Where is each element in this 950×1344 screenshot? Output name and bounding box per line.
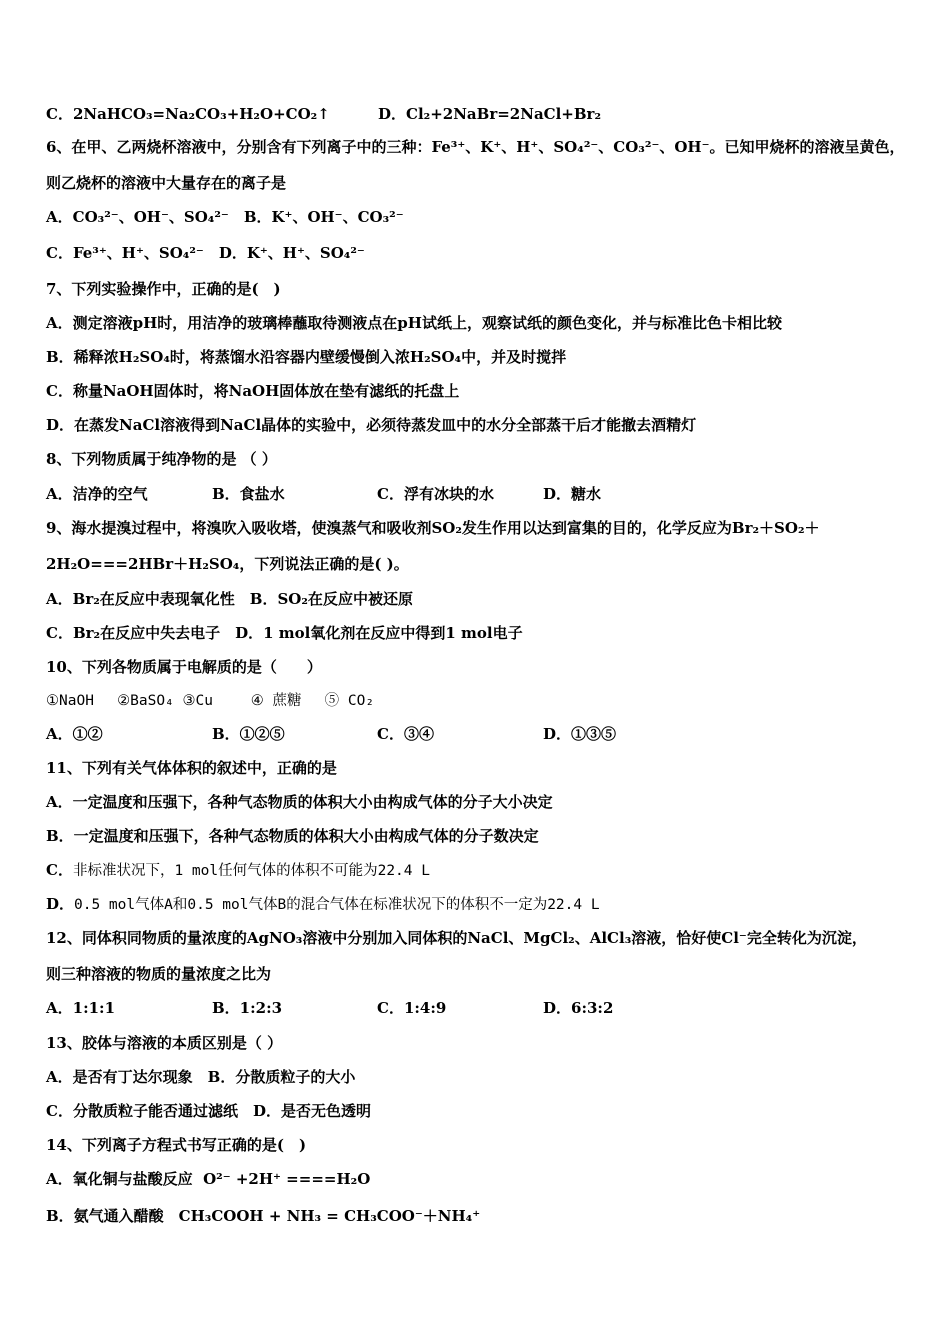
q8-option-c: C．浮有冰块的水: [377, 485, 494, 503]
q14-stem: 14、下列离子方程式书写正确的是( ): [46, 1136, 307, 1154]
q14-option-a: A．氧化铜与盐酸反应 O²⁻ +2H⁺ ====H₂O: [46, 1170, 371, 1188]
q9-options-ab: A．Br₂在反应中表现氧化性 B．SO₂在反应中被还原: [46, 590, 413, 608]
q12-option-a: A．1:1:1: [46, 999, 116, 1017]
q11-stem: 11、下列有关气体体积的叙述中，正确的是: [46, 759, 337, 777]
q7-option-c: C．称量NaOH固体时，将NaOH固体放在垫有滤纸的托盘上: [46, 382, 460, 400]
q9-stem-line1: 9、海水提溴过程中，将溴吹入吸收塔，使溴蒸气和吸收剂SO₂发生作用以达到富集的目的，化学反应为Br₂＋SO₂＋: [46, 519, 820, 537]
q6-options-ab: A．CO₃²⁻、OH⁻、SO₄²⁻ B．K⁺、OH⁻、CO₃²⁻: [46, 208, 404, 226]
q6-stem-line1: 6、在甲、乙两烧杯溶液中，分别含有下列离子中的三种：Fe³⁺、K⁺、H⁺、SO₄²⁻、CO₃²⁻、OH⁻。已知甲烧杯的溶液呈黄色，: [46, 138, 905, 156]
q10-option-b: B．①②⑤: [212, 725, 285, 743]
q11-option-a: A．一定温度和压强下，各种气态物质的体积大小由构成气体的分子大小决定: [46, 793, 553, 811]
q6-options-cd: C．Fe³⁺、H⁺、SO₄²⁻ D．K⁺、H⁺、SO₄²⁻: [46, 244, 365, 262]
q12-options-row: [46, 998, 906, 1118]
q13-options-cd: C．分散质粒子能否通过滤纸 D．是否无色透明: [46, 1102, 371, 1120]
q11-option-c-text: 非标准状况下，1 mol任何气体的体积不可能为22.4 L: [72, 863, 430, 879]
q10-option-c: C．③④: [377, 725, 434, 743]
q10-items: ①NaOH ②BaSO₄ ③Cu ④ 蔗糖 ⑤ CO₂: [46, 693, 375, 709]
q12-option-d: D．6:3:2: [543, 999, 614, 1017]
q12-stem-line1: 12、同体积同物质的量浓度的AgNO₃溶液中分别加入同体积的NaCl、MgCl₂、AlCl₃溶液，恰好使Cl⁻完全转化为沉淀，: [46, 929, 867, 947]
q11-option-d-label: D．: [46, 895, 75, 913]
q12-option-b: B．1:2:3: [212, 999, 283, 1017]
q8-options-row: [46, 484, 906, 604]
q11-option-b: B．一定温度和压强下，各种气态物质的体积大小由构成气体的分子数决定: [46, 827, 539, 845]
q14-option-b: B．氨气通入醋酸 CH₃COOH + NH₃ = CH₃COO⁻＋NH₄⁺: [46, 1207, 481, 1225]
q8-option-b: B．食盐水: [212, 485, 285, 503]
q9-options-cd: C．Br₂在反应中失去电子 D．1 mol氧化剂在反应中得到1 mol电子: [46, 624, 523, 642]
q8-option-d: D．糖水: [543, 485, 602, 503]
q9-stem-line2: 2H₂O===2HBr＋H₂SO₄，下列说法正确的是( )。: [46, 555, 409, 573]
q7-stem: 7、下列实验操作中，正确的是( ): [46, 280, 281, 298]
q11-option-d: [46, 894, 600, 915]
q8-stem: 8、下列物质属于纯净物的是 （ ）: [46, 450, 277, 468]
q8-option-a: A．洁净的空气: [46, 485, 148, 503]
q7-option-d: D．在蒸发NaCl溶液得到NaCl晶体的实验中，必须待蒸发皿中的水分全部蒸干后才能撤去酒精灯: [46, 416, 697, 434]
q5-option-c: C．2NaHCO₃=Na₂CO₃+H₂O+CO₂↑: [46, 105, 330, 123]
q11-option-c: [46, 860, 430, 881]
q10-stem: 10、下列各物质属于电解质的是（ ）: [46, 658, 322, 676]
q11-option-c-label: C．: [46, 861, 73, 879]
q13-stem: 13、胶体与溶液的本质区别是（ ）: [46, 1034, 283, 1052]
q7-option-a: A．测定溶液pH时，用洁净的玻璃棒蘸取待测液点在pH试纸上，观察试纸的颜色变化，并与标准比色卡相比较: [46, 314, 782, 332]
q12-stem-line2: 则三种溶液的物质的量浓度之比为: [46, 965, 272, 983]
q12-option-c: C．1:4:9: [377, 999, 447, 1017]
q10-option-d: D．①③⑤: [543, 725, 617, 743]
q11-option-d-text: 0.5 mol气体A和0.5 mol气体B的混合气体在标准状况下的体积不一定为22.4 L: [74, 897, 600, 913]
q7-option-b: B．稀释浓H₂SO₄时，将蒸馏水沿容器内壁缓慢倒入浓H₂SO₄中，并及时搅拌: [46, 348, 567, 366]
q6-stem-line2: 则乙烧杯的溶液中大量存在的离子是: [46, 174, 287, 192]
q10-option-a: A．①②: [46, 725, 103, 743]
q13-options-ab: A．是否有丁达尔现象 B．分散质粒子的大小: [46, 1068, 356, 1086]
q5-option-d: D．Cl₂+2NaBr=2NaCl+Br₂: [378, 105, 602, 123]
